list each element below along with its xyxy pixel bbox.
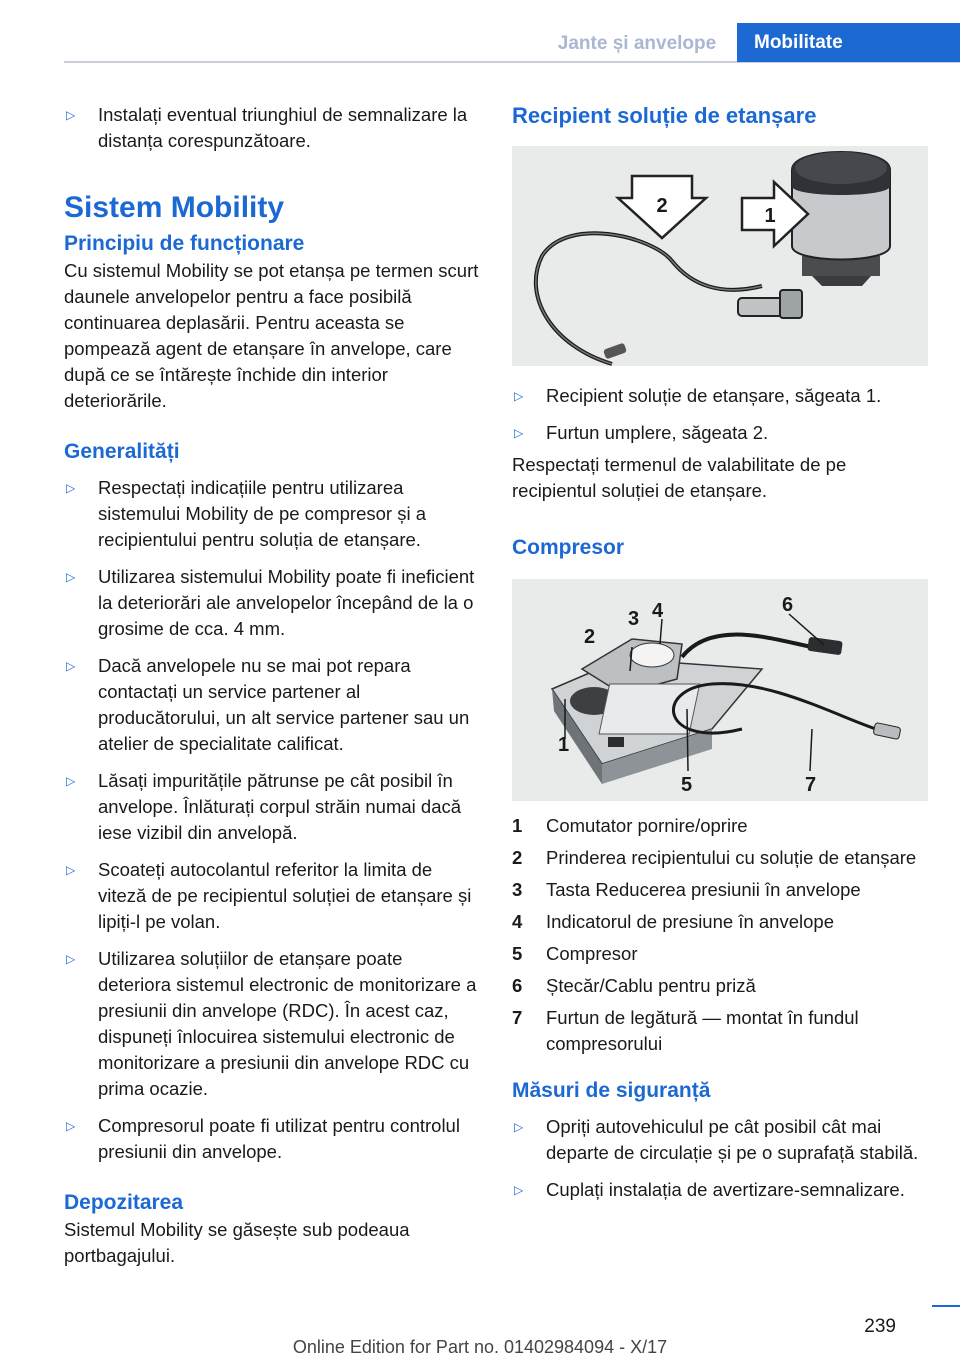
list-item [64,1113,480,1165]
legend-item [512,877,928,903]
list-item-text: Opriți autovehiculul pe cât posibil cât mai departe de circulație și pe o suprafață stabilă. [546,1116,919,1163]
list-item [64,653,480,757]
list-item-text: Furtun umplere, săgeata 2. [546,422,769,443]
list-item [64,768,480,846]
legend-text: Furtun de legătură — montat în fundul compresorului [546,1007,859,1054]
list-item [512,383,928,409]
container-note: Respectați termenul de valabilitate de pe recipientul soluției de etanșare. [512,454,847,501]
intro-bullet-text: Instalați eventual triunghiul de semnalizare la distanța corespunzătoare. [98,104,468,151]
legend-text: Comutator pornire/oprire [546,815,748,836]
principle-title: Principiu de funcționare [64,232,305,255]
list-item-text: Compresorul poate fi utilizat pentru controlul presiunii din anvelope. [98,1115,460,1162]
canister-icon [792,152,890,286]
container-title: Recipient soluție de etanșare [512,103,817,128]
list-item [512,420,928,446]
legend-text: Tasta Reducerea presiunii în anvelope [546,879,861,900]
page-number: 239 [864,1316,896,1337]
legend-text: Prinderea recipientului cu soluție de etanșare [546,847,917,868]
list-item [512,1177,928,1203]
list-item [64,564,480,642]
header-section-tab[interactable]: Jante și anvelope [557,33,717,54]
legend-item [512,973,928,999]
figure-label: 1 [764,205,776,227]
compressor-title: Compresor [512,536,625,559]
bullet-triangle-icon: ▷ [514,389,524,403]
compressor-figure [512,579,928,801]
list-item-text: Utilizarea soluțiilor de etanșare poate deteriora sistemul electronic de monitorizare a presiunii din anvelope (RDC). În acest caz, dispuneți înlocuirea sistemului electronic de monitorizare a presiunii din anvelope RDC cu prima ocazie. [98,948,477,1099]
bullet-triangle-icon: ▷ [66,863,76,877]
list-item-text: Respectați indicațiile pentru utilizarea sistemului Mobility de pe compresor și a recipientului pentru soluția de etanșare. [98,477,426,550]
bullet-triangle-icon: ▷ [66,481,76,495]
legend-number: 2 [512,847,523,868]
bullet-triangle-icon: ▷ [66,952,76,966]
legend-number: 3 [512,879,523,900]
header-chapter-tab[interactable]: Mobilitate [737,23,960,62]
compressor-body-icon [552,639,762,784]
list-item-text: Utilizarea sistemului Mobility poate fi ineficient la deteriorări ale anvelopelor începând de la o grosime de cca. 4 mm. [98,566,475,639]
figure-label: 3 [628,608,640,630]
bullet-triangle-icon: ▷ [66,1119,76,1133]
legend-number: 7 [512,1007,523,1028]
safety-title: Măsuri de siguranță [512,1079,711,1102]
list-item-text: Scoateți autocolantul referitor la limita de viteză de pe recipientul soluției de etanșare și lipiți-l pe volan. [98,859,472,932]
legend-item [512,813,928,839]
legend-item [512,845,928,871]
bullet-triangle-icon: ▷ [66,570,76,584]
main-title: Sistem Mobility [64,191,285,224]
footer-accent-rule [932,1305,960,1307]
bullet-triangle-icon: ▷ [66,108,76,122]
storage-title: Depozitarea [64,1191,184,1214]
bullet-triangle-icon: ▷ [66,659,76,673]
bullet-triangle-icon: ▷ [66,774,76,788]
list-item-text: Lăsați impuritățile pătrunse pe cât posibil în anvelope. Înlăturați corpul străin numai dacă iese vizibil din anvelopă. [98,770,462,843]
storage-text: Sistemul Mobility se găsește sub podeaua portbagajului. [64,1219,410,1266]
legend-text: Ștecăr/Cablu pentru priză [546,975,756,996]
hose-fitting-icon [873,722,901,739]
compressor-illustration [512,579,928,801]
bullet-triangle-icon: ▷ [514,1120,524,1134]
figure-label: 6 [782,594,794,616]
legend-item [512,1005,928,1057]
figure-label: 1 [558,734,570,756]
legend-number: 4 [512,911,523,932]
general-title: Generalități [64,440,180,463]
principle-text: Cu sistemul Mobility se pot etanșa pe termen scurt daunele anvelopelor pentru a face posibilă continuarea deplasării. Pentru aceasta se pompează agent de etanșare în anvelope, care după ce se întărește închide din interior deteriorările. [64,260,479,411]
sealant-container-illustration [512,146,928,366]
figure-label: 2 [656,195,668,217]
legend-text: Indicatorul de presiune în anvelope [546,911,834,932]
legend-item [512,941,928,967]
list-item [512,1114,928,1166]
figure-label: 2 [584,626,596,648]
legend-text: Compresor [546,943,638,964]
compressor-legend [512,813,928,1057]
safety-bullet-list [512,1114,928,1203]
arrow-2-icon [618,176,706,238]
left-column [64,102,480,1269]
hose-fitting-icon [738,290,802,318]
list-item-text: Dacă anvelopele nu se mai pot repara contactați un service partener al producătorului, un alt service partener sau un atelier de specialitate calificat. [98,655,470,754]
list-item [64,475,480,553]
figure-label: 7 [805,774,817,796]
legend-number: 6 [512,975,523,996]
legend-number: 5 [512,943,523,964]
list-item [64,857,480,935]
bullet-triangle-icon: ▷ [514,426,524,440]
intro-bullet [64,102,480,154]
list-item-text: Recipient soluție de etanșare, săgeata 1. [546,385,882,406]
list-item-text: Cuplați instalația de avertizare-semnalizare. [546,1179,905,1200]
legend-number: 1 [512,815,523,836]
figure-label: 5 [681,774,693,796]
edition-footer: Online Edition for Part no. 01402984094 - X/17 [292,1337,668,1357]
plug-icon [807,637,843,656]
list-item [64,946,480,1102]
right-column [512,102,928,1203]
bullet-triangle-icon: ▷ [514,1183,524,1197]
general-bullet-list [64,475,480,1165]
figure-label: 4 [652,600,664,622]
sealant-container-figure [512,146,928,366]
legend-item [512,909,928,935]
